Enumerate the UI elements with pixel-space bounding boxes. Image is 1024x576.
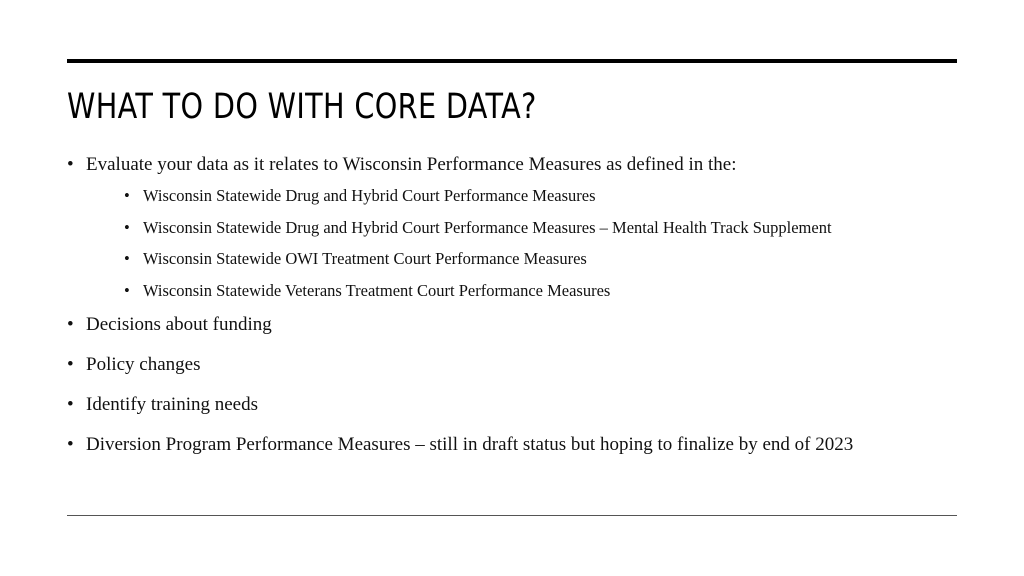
bullet-icon: • bbox=[124, 186, 130, 205]
bullet-icon: • bbox=[67, 313, 74, 335]
bullet-item-funding bbox=[67, 312, 962, 338]
bullet-item-diversion bbox=[67, 432, 962, 458]
footer-rule bbox=[67, 515, 957, 516]
sub-bullet-text: Wisconsin Statewide OWI Treatment Court Performance Measures bbox=[143, 249, 587, 269]
bullet-item-evaluate bbox=[67, 152, 962, 301]
slide-title: WHAT TO DO WITH CORE DATA? bbox=[67, 87, 537, 127]
bullet-text: Evaluate your data as it relates to Wisconsin Performance Measures as defined in the: bbox=[86, 154, 737, 175]
bullet-item-policy bbox=[67, 352, 962, 378]
bullet-text: Policy changes bbox=[86, 353, 201, 375]
bullet-icon: • bbox=[67, 393, 74, 415]
sub-bullet-text: Wisconsin Statewide Veterans Treatment Court Performance Measures bbox=[143, 280, 611, 300]
sub-bullet-text: Wisconsin Statewide Drug and Hybrid Court Performance Measures bbox=[143, 186, 596, 205]
sub-bullet-list bbox=[86, 185, 962, 301]
bullet-icon: • bbox=[124, 280, 130, 300]
sub-bullet-item bbox=[86, 280, 962, 301]
bullet-text: Diversion Program Performance Measures – still in draft status but hoping to finalize by end of 2023 bbox=[86, 433, 854, 455]
sub-bullet-item bbox=[86, 248, 962, 269]
bullet-text: Identify training needs bbox=[86, 393, 259, 415]
sub-bullet-text: Wisconsin Statewide Drug and Hybrid Court Performance Measures – Mental Health Track Supplement bbox=[143, 217, 832, 237]
title-top-rule bbox=[67, 59, 957, 63]
bullet-item-training bbox=[67, 392, 962, 418]
bullet-text: Decisions about funding bbox=[86, 313, 272, 335]
bullet-icon: • bbox=[67, 154, 74, 175]
bullet-icon: • bbox=[67, 353, 74, 375]
sub-bullet-item bbox=[86, 185, 962, 206]
bullet-icon: • bbox=[124, 249, 130, 269]
sub-bullet-item bbox=[86, 217, 962, 238]
bullet-icon: • bbox=[67, 433, 74, 455]
bullet-icon: • bbox=[124, 217, 130, 237]
bullet-list bbox=[67, 152, 962, 472]
